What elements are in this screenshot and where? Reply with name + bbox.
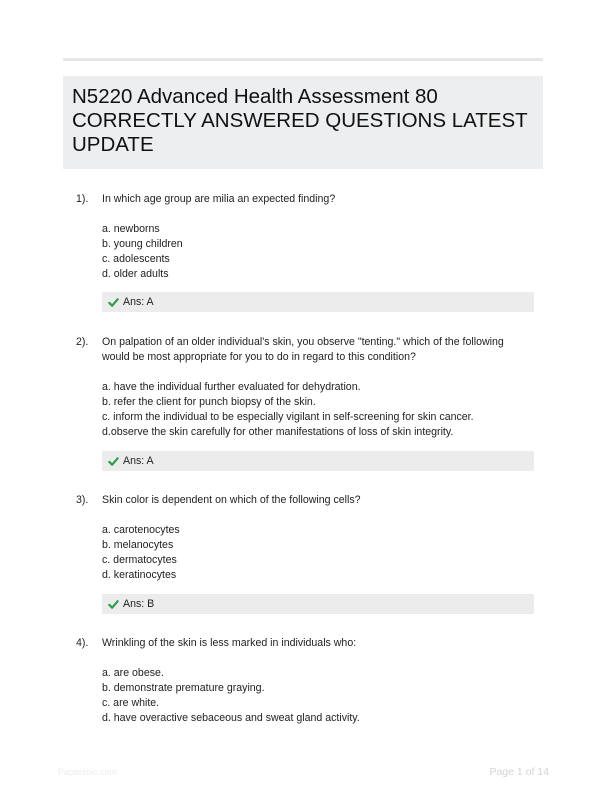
footer-watermark: Paperlibic.com <box>58 767 118 777</box>
top-divider <box>63 58 543 61</box>
option-a: a. carotenocytes <box>102 524 180 536</box>
option-d: d. keratinocytes <box>102 569 177 581</box>
check-icon <box>108 456 119 467</box>
option-list <box>102 380 532 440</box>
option-d: d. older adults <box>102 268 169 280</box>
option-b: b. demonstrate premature graying. <box>102 682 265 694</box>
answer-text: Ans: B <box>123 597 155 610</box>
answer-bar <box>102 594 534 614</box>
answer-text: Ans: A <box>123 454 154 467</box>
option-c: c. inform the individual to be especially vigilant in self-screening for skin cancer. <box>102 411 474 423</box>
option-a: a. newborns <box>102 223 160 235</box>
answer-bar <box>102 292 534 312</box>
question-number: 1). <box>76 193 89 205</box>
question-text: On palpation of an older individual's skin, you observe "tenting." which of the following would be most appropriate for you to do in regard to this condition? <box>102 336 504 363</box>
question-text: Skin color is dependent on which of the following cells? <box>102 494 361 506</box>
option-list <box>102 222 532 282</box>
option-b: b. refer the client for punch biopsy of the skin. <box>102 396 316 408</box>
document-title-block <box>63 76 543 169</box>
answer-text: Ans: A <box>123 295 154 308</box>
question-text: Wrinkling of the skin is less marked in individuals who: <box>102 637 357 649</box>
document-title: N5220 Advanced Health Assessment 80 CORRECTLY ANSWERED QUESTIONS LATEST UPDATE <box>72 85 528 156</box>
question-number: 3). <box>76 494 89 506</box>
question-number: 2). <box>76 336 89 348</box>
option-list <box>102 666 532 726</box>
option-list <box>102 523 532 583</box>
option-a: a. have the individual further evaluated for dehydration. <box>102 381 361 393</box>
page-number: Page 1 of 14 <box>489 766 549 778</box>
option-b: b. young children <box>102 238 183 250</box>
question-text: In which age group are milia an expected finding? <box>102 193 336 205</box>
option-c: c. adolescents <box>102 253 170 265</box>
answer-bar <box>102 451 534 471</box>
option-b: b. melanocytes <box>102 539 174 551</box>
option-d: d.observe the skin carefully for other manifestations of loss of skin integrity. <box>102 426 454 438</box>
option-c: c. dermatocytes <box>102 554 177 566</box>
option-a: a. are obese. <box>102 667 164 679</box>
question-number: 4). <box>76 637 89 649</box>
option-c: c. are white. <box>102 697 160 709</box>
option-d: d. have overactive sebaceous and sweat gland activity. <box>102 712 360 724</box>
check-icon <box>108 297 119 308</box>
check-icon <box>108 599 119 610</box>
